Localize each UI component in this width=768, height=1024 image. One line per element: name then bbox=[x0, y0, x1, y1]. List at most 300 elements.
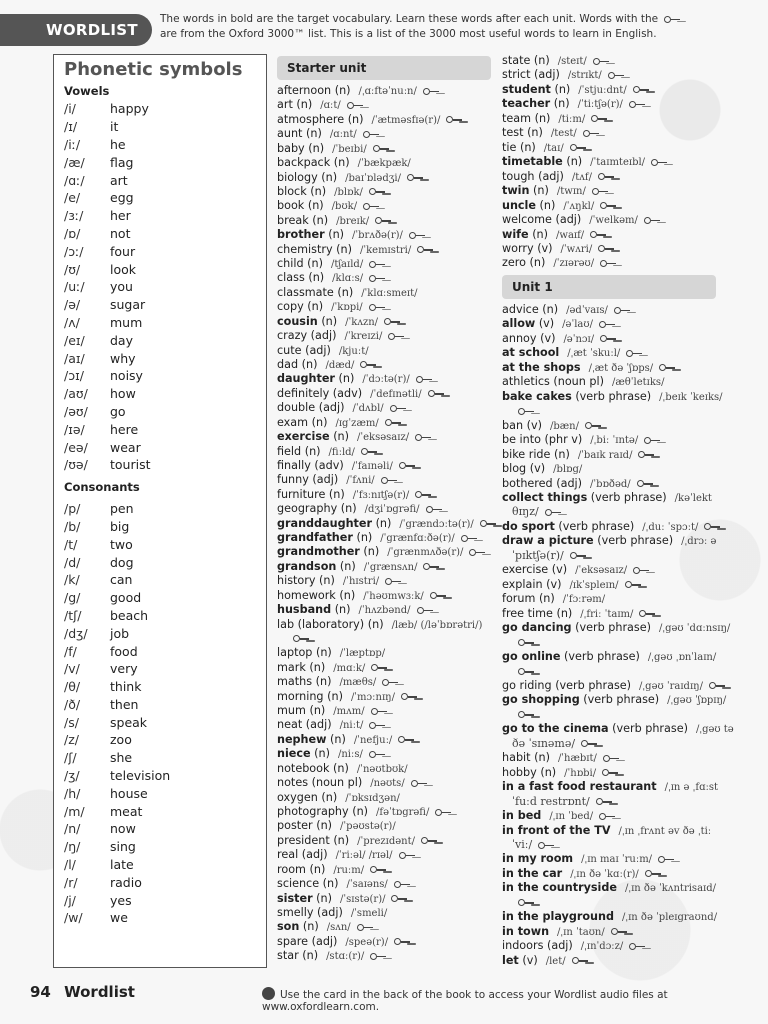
entry-ipa: /ədˈvaɪs/ bbox=[566, 305, 608, 316]
vowel-symbol: /ɪə/ bbox=[64, 421, 85, 437]
entry-word: definitely bbox=[277, 386, 330, 400]
unit1-entry bbox=[502, 954, 588, 969]
consonant-symbol: /tʃ/ bbox=[64, 607, 82, 623]
consonant-row bbox=[54, 589, 266, 607]
consonant-example: we bbox=[110, 910, 128, 926]
unit1-entry bbox=[502, 448, 654, 463]
audio-icon bbox=[262, 987, 275, 1000]
oxford-3000-key-icon bbox=[629, 943, 645, 950]
page-number: 94 bbox=[30, 983, 51, 1001]
consonant-example: television bbox=[110, 768, 171, 784]
oxford-3000-key-icon bbox=[357, 924, 373, 931]
vowel-example: art bbox=[110, 172, 128, 188]
entry-ipa: /ˈfɜːnɪtʃə(r)/ bbox=[352, 489, 410, 501]
starter-entry bbox=[277, 848, 415, 863]
entry-ipa: /ˈdʌbl/ bbox=[352, 403, 384, 415]
consonant-example: house bbox=[110, 785, 148, 801]
starter-entry bbox=[277, 329, 404, 344]
unit1-entry bbox=[502, 925, 627, 940]
entry-pos: (verb phrase) bbox=[575, 621, 651, 635]
entry-word: indoors bbox=[502, 939, 544, 953]
entry-ipa: /ˈbɒðəd/ bbox=[590, 478, 631, 490]
entry-word: welcome bbox=[502, 213, 552, 227]
starter-entry bbox=[502, 126, 599, 141]
entry-pos: (n) bbox=[327, 689, 343, 703]
starter-entry bbox=[502, 68, 624, 83]
entry-word: morning bbox=[277, 689, 324, 703]
entry-word: in the countryside bbox=[502, 881, 617, 895]
consonant-example: zoo bbox=[110, 732, 132, 748]
entry-word: homework bbox=[277, 588, 336, 602]
starter-entry bbox=[277, 372, 432, 387]
entry-ipa: /ˌɪn ˈtaʊn/ bbox=[557, 926, 605, 938]
intro-line-1: The words in bold are the target vocabulary. Learn these words after each unit. Words with the bbox=[160, 13, 659, 25]
oxford-3000-key-icon bbox=[637, 480, 653, 487]
oxford-3000-key-icon bbox=[614, 307, 630, 314]
oxford-3000-key-icon bbox=[430, 592, 446, 599]
entry-word: neat bbox=[277, 718, 303, 732]
oxford-3000-key-icon bbox=[638, 451, 654, 458]
phonetic-symbols-panel bbox=[53, 54, 267, 968]
vowel-row bbox=[54, 242, 266, 260]
starter-entry bbox=[277, 661, 387, 676]
vowel-symbol: /ə/ bbox=[64, 297, 81, 313]
entry-ipa: /ˌdrɔː ə bbox=[681, 536, 717, 548]
entry-word: test bbox=[502, 126, 524, 140]
vowel-row bbox=[54, 314, 266, 332]
entry-ipa: /ˌduː ˈspɔːt/ bbox=[642, 521, 699, 533]
entry-word: biology bbox=[277, 170, 318, 184]
entry-word: baby bbox=[277, 141, 305, 155]
oxford-3000-key-icon bbox=[363, 203, 379, 210]
unit1-entry bbox=[502, 390, 723, 405]
entry-pos: (n) bbox=[315, 646, 332, 660]
entry-pos: (n) bbox=[319, 574, 335, 588]
entry-word: maths bbox=[277, 675, 313, 689]
entry-word: explain bbox=[502, 577, 543, 591]
oxford-3000-key-icon bbox=[591, 115, 607, 122]
entry-ipa: /ˈeksəsaɪz/ bbox=[357, 432, 410, 444]
entry-word: funny bbox=[277, 473, 309, 487]
consonant-example: food bbox=[110, 643, 138, 659]
entry-pos: (n) bbox=[566, 155, 583, 169]
entry-word: aunt bbox=[277, 127, 303, 141]
oxford-3000-key-icon bbox=[421, 837, 437, 844]
oxford-3000-key-icon bbox=[644, 437, 660, 444]
consonant-symbol: /dʒ/ bbox=[64, 625, 88, 641]
entry-ipa: /ˈhʌzbənd/ bbox=[358, 605, 411, 617]
entry-ipa: /ɑːnt/ bbox=[329, 129, 357, 141]
consonant-symbol: /s/ bbox=[64, 714, 79, 730]
starter-entry bbox=[277, 257, 385, 272]
unit1-entry bbox=[502, 303, 630, 318]
unit1-entry bbox=[502, 592, 605, 607]
entry-ipa: /ˈætməsfɪə(r)/ bbox=[371, 114, 441, 126]
entry-ipa: /waɪf/ bbox=[556, 229, 585, 241]
entry-ipa: /niːs/ bbox=[338, 749, 363, 761]
vowel-symbol: /ʊ/ bbox=[64, 261, 81, 277]
consonant-example: yes bbox=[110, 892, 132, 908]
entry-pos: (verb phrase) bbox=[590, 490, 667, 504]
entry-word: worry bbox=[502, 241, 534, 255]
entry-pos: (adj) bbox=[538, 169, 564, 183]
starter-entry bbox=[277, 286, 417, 301]
entry-word: mark bbox=[277, 660, 306, 674]
oxford-3000-key-icon bbox=[538, 842, 554, 849]
entry-pos: (n) bbox=[519, 140, 536, 154]
vowel-row bbox=[54, 296, 266, 314]
entry-pos: (n) bbox=[321, 170, 338, 184]
vowel-symbol: /e/ bbox=[64, 190, 81, 206]
unit1-entry bbox=[502, 578, 641, 593]
entry-pos: (n) bbox=[339, 588, 356, 602]
entry-word: do sport bbox=[502, 519, 555, 533]
entry-ipa: /breɪk/ bbox=[336, 215, 370, 227]
consonant-symbol: /ʒ/ bbox=[64, 768, 80, 784]
entry-pos: (n) bbox=[321, 314, 338, 328]
entry-pos: (n) bbox=[308, 141, 325, 155]
entry-pos: (n) bbox=[356, 531, 373, 545]
entry-ipa: /let/ bbox=[545, 955, 566, 967]
vowel-symbol: /aʊ/ bbox=[64, 386, 88, 402]
vowel-row bbox=[54, 349, 266, 367]
oxford-3000-key-icon bbox=[709, 682, 725, 689]
unit1-entry bbox=[502, 375, 664, 390]
entry-word: classmate bbox=[277, 285, 334, 299]
entry-ipa: /steɪt/ bbox=[557, 56, 587, 67]
entry-ipa: /ˈpəʊstə(r)/ bbox=[340, 821, 396, 833]
vowel-example: he bbox=[110, 136, 126, 152]
entry-word: zero bbox=[502, 256, 526, 270]
oxford-3000-key-icon bbox=[394, 938, 410, 945]
entry-ipa-cont: ˈfuːd restrɒnt/ bbox=[512, 794, 590, 808]
vowel-row bbox=[54, 100, 266, 118]
entry-ipa: /ˈnəʊtbʊk/ bbox=[356, 763, 408, 775]
unit1-entry bbox=[502, 346, 642, 361]
intro-text bbox=[160, 12, 760, 42]
starter-entry bbox=[502, 141, 586, 156]
entry-ipa: /ˌbeɪk ˈkeɪks/ bbox=[659, 391, 723, 403]
unit1-entry bbox=[502, 534, 716, 549]
oxford-3000-key-icon bbox=[645, 870, 661, 877]
entry-ipa: /ˌæt ˈskuːl/ bbox=[567, 348, 621, 360]
entry-ipa: /tiːm/ bbox=[558, 113, 586, 125]
entry-pos: (n) bbox=[306, 127, 322, 141]
starter-entry bbox=[277, 791, 400, 806]
entry-word: allow bbox=[502, 317, 536, 331]
entry-pos: (n) bbox=[539, 198, 556, 212]
entry-word: in a fast food restaurant bbox=[502, 780, 657, 794]
vowel-row bbox=[54, 225, 266, 243]
starter-entry bbox=[277, 949, 386, 964]
vowel-symbol: /ɑː/ bbox=[64, 172, 85, 188]
entry-word: in town bbox=[502, 924, 550, 938]
entry-word: go shopping bbox=[502, 693, 580, 707]
entry-word: crazy bbox=[277, 329, 308, 343]
oxford-3000-key-icon bbox=[704, 523, 720, 530]
vowel-example: why bbox=[110, 350, 136, 366]
entry-pos: (n) bbox=[302, 920, 319, 934]
oxford-3000-key-icon bbox=[360, 361, 376, 368]
unit1-entry bbox=[502, 881, 716, 896]
oxford-3000-key-icon bbox=[446, 116, 462, 123]
entry-word: bike ride bbox=[502, 447, 551, 461]
unit1-entry bbox=[502, 751, 619, 766]
oxford-3000-key-icon bbox=[611, 928, 627, 935]
oxford-3000-key-icon bbox=[633, 86, 649, 93]
vowel-symbol: /eə/ bbox=[64, 439, 88, 455]
entry-ipa: /ˈɒksɪdʒən/ bbox=[345, 792, 400, 804]
entry-word: finally bbox=[277, 458, 311, 472]
entry-word: wife bbox=[502, 227, 529, 241]
starter-entry bbox=[277, 935, 410, 950]
vowel-row bbox=[54, 438, 266, 456]
starter-unit-title: Starter unit bbox=[287, 61, 367, 75]
starter-entry bbox=[277, 618, 482, 633]
starter-entry bbox=[277, 300, 385, 315]
vowel-example: sugar bbox=[110, 297, 146, 313]
unit1-entry bbox=[502, 766, 618, 781]
entry-word: in my room bbox=[502, 852, 574, 866]
entry-pos: (verb phrase) bbox=[583, 693, 660, 707]
entry-ipa: /ˈprezɪdənt/ bbox=[357, 835, 415, 847]
vowel-row bbox=[54, 118, 266, 136]
unit1-entry-continuation bbox=[512, 549, 586, 563]
consonant-symbol: /h/ bbox=[64, 785, 81, 801]
starter-entry bbox=[277, 776, 427, 791]
starter-entry bbox=[277, 747, 385, 762]
unit1-entry bbox=[502, 910, 717, 925]
oxford-3000-key-icon bbox=[518, 639, 534, 646]
unit1-entry-continuation bbox=[512, 737, 597, 751]
starter-entry bbox=[502, 256, 616, 271]
entry-word: uncle bbox=[502, 198, 536, 212]
entry-word: cousin bbox=[277, 314, 318, 328]
starter-entry bbox=[502, 170, 614, 185]
entry-word: be into bbox=[502, 433, 541, 447]
entry-pos: (n) bbox=[538, 592, 555, 606]
starter-entry bbox=[502, 242, 614, 257]
consonant-row bbox=[54, 678, 266, 696]
entry-ipa: /test/ bbox=[550, 128, 577, 140]
oxford-3000-key-icon bbox=[572, 957, 588, 964]
oxford-3000-key-icon bbox=[391, 895, 407, 902]
entry-word: go to the cinema bbox=[502, 722, 609, 736]
oxford-3000-key-icon bbox=[480, 520, 496, 527]
starter-entry-continuation bbox=[287, 632, 309, 646]
entry-word: mum bbox=[277, 704, 306, 718]
oxford-3000-key-icon bbox=[518, 668, 534, 675]
entry-word: son bbox=[277, 920, 300, 934]
entry-word: field bbox=[277, 444, 302, 458]
starter-entry bbox=[502, 213, 660, 228]
entry-pos: (n) bbox=[328, 487, 345, 501]
entry-ipa: /ˈnefjuː/ bbox=[353, 734, 393, 746]
entry-word: teacher bbox=[502, 97, 551, 111]
entry-pos: (n) bbox=[328, 228, 345, 242]
entry-pos: (n) bbox=[333, 430, 350, 444]
entry-ipa: /twɪn/ bbox=[556, 186, 586, 198]
entry-ipa: /taɪ/ bbox=[543, 142, 564, 154]
vowel-example: here bbox=[110, 421, 139, 437]
entry-pos: (noun pl) bbox=[553, 375, 604, 389]
consonant-symbol: /v/ bbox=[64, 661, 80, 677]
entry-pos: (n) bbox=[307, 199, 324, 213]
unit1-entry-continuation bbox=[512, 708, 534, 722]
entry-ipa: /ˈʌŋkl/ bbox=[563, 200, 595, 212]
entry-ipa: /ˈgrænsʌn/ bbox=[363, 561, 418, 573]
entry-ipa: /ɪgˈzæm/ bbox=[335, 417, 379, 429]
entry-word: backpack bbox=[277, 156, 331, 170]
entry-word: grandmother bbox=[277, 545, 360, 559]
oxford-3000-key-icon bbox=[590, 231, 606, 238]
entry-pos: (n) bbox=[312, 213, 329, 227]
unit1-entry bbox=[502, 563, 649, 578]
oxford-3000-key-icon bbox=[416, 376, 432, 383]
entry-ipa: /klɑːs/ bbox=[332, 273, 364, 285]
entry-ipa: /ˌæt ðə ˈʃɒps/ bbox=[588, 362, 654, 374]
entry-ipa: /ɪkˈspleɪn/ bbox=[569, 579, 619, 591]
entry-pos: (adj) bbox=[312, 473, 339, 487]
entry-pos: (n) bbox=[316, 819, 333, 833]
entry-word: go dancing bbox=[502, 621, 572, 635]
starter-entry bbox=[502, 83, 649, 98]
oxford-3000-key-icon bbox=[603, 755, 619, 762]
oxford-3000-key-icon bbox=[401, 693, 417, 700]
unit1-entry bbox=[502, 693, 726, 708]
consonant-example: now bbox=[110, 821, 136, 837]
entry-pos: (n) bbox=[337, 285, 354, 299]
oxford-3000-key-icon bbox=[585, 422, 601, 429]
vowel-symbol: /æ/ bbox=[64, 154, 85, 170]
starter-entry bbox=[277, 358, 376, 373]
entry-ipa: /ɑːt/ bbox=[320, 100, 341, 112]
unit1-entry bbox=[502, 332, 616, 347]
entry-ipa: /mɑːk/ bbox=[333, 662, 366, 674]
starter-entry bbox=[277, 675, 398, 690]
section-tab bbox=[0, 14, 152, 46]
entry-pos: (adv) bbox=[332, 386, 363, 400]
entry-pos: (n) bbox=[352, 805, 369, 818]
entry-pos: (adj) bbox=[311, 934, 338, 948]
entry-ipa: /dæd/ bbox=[325, 359, 355, 371]
entry-pos: (n) bbox=[527, 126, 543, 140]
entry-pos: (n) bbox=[554, 82, 571, 96]
entry-word: in the playground bbox=[502, 910, 614, 924]
entry-pos: (n) bbox=[309, 862, 326, 876]
vowel-row bbox=[54, 189, 266, 207]
entry-ipa: /ˈzɪərəʊ/ bbox=[553, 258, 595, 270]
oxford-3000-key-icon bbox=[518, 899, 534, 906]
consonant-row bbox=[54, 767, 266, 785]
oxford-3000-key-icon bbox=[602, 769, 618, 776]
entry-word: art bbox=[277, 98, 293, 112]
vowel-example: wear bbox=[110, 439, 141, 455]
oxford-3000-key-icon bbox=[375, 217, 391, 224]
entry-ipa: /ˈbrʌðə(r)/ bbox=[352, 230, 403, 242]
entry-ipa: /ˌɪnˈdɔːz/ bbox=[580, 941, 624, 953]
entry-ipa: /ˈgrænmʌðə(r)/ bbox=[387, 547, 464, 559]
entry-pos: (verb phrase) bbox=[564, 650, 640, 664]
oxford-3000-key-icon bbox=[608, 72, 624, 79]
vowel-example: egg bbox=[110, 190, 134, 206]
starter-entry bbox=[277, 690, 417, 705]
page-label: Wordlist bbox=[64, 983, 135, 1001]
consonant-example: very bbox=[110, 661, 138, 677]
entry-ipa: /ˈkemɪstri/ bbox=[359, 244, 412, 256]
entry-word: niece bbox=[277, 747, 311, 761]
vowel-row bbox=[54, 367, 266, 385]
entry-pos: (n) bbox=[315, 675, 332, 689]
oxford-3000-key-icon bbox=[629, 101, 645, 108]
consonant-row bbox=[54, 553, 266, 571]
oxford-3000-key-icon bbox=[411, 780, 427, 787]
entry-word: athletics bbox=[502, 375, 550, 389]
entry-pos: (n) bbox=[338, 372, 355, 386]
oxford-3000-key-icon bbox=[570, 144, 586, 151]
starter-entry bbox=[277, 387, 444, 402]
entry-ipa: /fiːld/ bbox=[328, 446, 355, 458]
unit1-entry bbox=[502, 867, 661, 882]
entry-pos: (n) bbox=[534, 111, 551, 125]
consonant-row bbox=[54, 535, 266, 553]
entry-word: afternoon bbox=[277, 84, 332, 97]
entry-word: chemistry bbox=[277, 242, 333, 256]
entry-ipa: /ˈhɒbi/ bbox=[564, 767, 597, 779]
entry-pos: (n) bbox=[534, 751, 550, 765]
entry-ipa: /ˈtiːtʃə(r)/ bbox=[577, 99, 623, 111]
entry-ipa: /ˈwʌri/ bbox=[560, 243, 593, 255]
consonant-symbol: /n/ bbox=[64, 821, 81, 837]
consonant-symbol: /b/ bbox=[64, 518, 81, 534]
entry-ipa: /ˌɪn ðə ˈpleɪgraʊnd/ bbox=[621, 912, 718, 924]
entry-ipa: /niːt/ bbox=[339, 720, 364, 732]
unit1-entry bbox=[502, 419, 601, 434]
consonant-example: job bbox=[110, 625, 130, 641]
unit1-entry bbox=[502, 621, 730, 636]
entry-ipa: /kəˈlekt bbox=[674, 492, 712, 504]
entry-word: exercise bbox=[502, 563, 549, 577]
oxford-3000-key-icon bbox=[384, 318, 400, 325]
oxford-3000-key-icon bbox=[664, 16, 680, 23]
consonant-example: two bbox=[110, 536, 133, 552]
entry-ipa: /ˌɪn ðə ˈkʌntrisaɪd/ bbox=[624, 883, 716, 895]
entry-word: at the shops bbox=[502, 360, 581, 374]
oxford-3000-key-icon bbox=[659, 364, 675, 371]
entry-word: spare bbox=[277, 934, 309, 948]
entry-word: twin bbox=[502, 184, 530, 198]
oxford-3000-key-icon bbox=[390, 405, 406, 412]
entry-ipa: /ˈsaɪəns/ bbox=[346, 879, 388, 891]
starter-entry bbox=[277, 243, 433, 258]
starter-entry bbox=[277, 502, 442, 517]
entry-ipa: /ˈbeɪbi/ bbox=[332, 143, 367, 155]
consonant-symbol: /θ/ bbox=[64, 679, 81, 695]
consonant-row bbox=[54, 696, 266, 714]
entry-word: collect things bbox=[502, 490, 588, 504]
consonant-example: late bbox=[110, 857, 134, 873]
starter-entry bbox=[277, 171, 423, 186]
consonant-symbol: /w/ bbox=[64, 910, 83, 926]
entry-ipa: /mʌm/ bbox=[333, 706, 365, 718]
entry-word: free time bbox=[502, 606, 553, 620]
oxford-3000-key-icon bbox=[293, 635, 309, 642]
oxford-3000-key-icon bbox=[369, 275, 385, 282]
starter-entry bbox=[277, 863, 386, 878]
starter-entry bbox=[277, 488, 431, 503]
oxford-3000-key-icon bbox=[388, 333, 404, 340]
entry-word: in bed bbox=[502, 809, 542, 823]
